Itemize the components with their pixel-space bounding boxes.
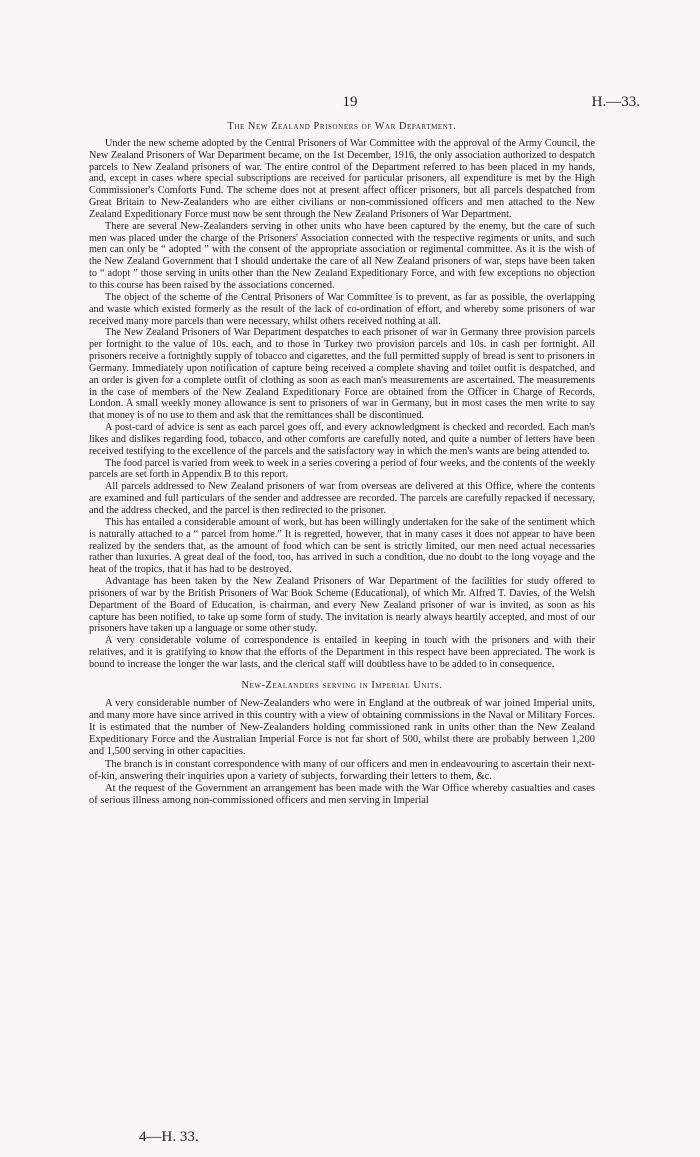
section-heading-imperial-units: New-Zealanders serving in Imperial Units. (241, 679, 443, 691)
document-reference: H.—33. (591, 94, 640, 110)
paragraph: Under the new scheme adopted by the Central Prisoners of War Committee with the approval of the Army Council, the New Zealand Prisoners of War Department became, on the 1st December, 1916, the only association authorized to despatch parcels to New Zealand prisoners of war. The entire control of the Department referred to has been placed in my hands, and, except in cases where special subscriptions are received for particular prisoners, all expenditure is met by the High Commissioner's Comforts Fund. The scheme does not at present affect officer prisoners, but all parcels despatched from Great Britain to New-Zealanders who are either civilians or non-commissioned officers and men attached to the New Zealand Expeditionary Force must now be sent through the New Zealand Prisoners of War Department. (89, 137, 595, 220)
paragraph: Advantage has been taken by the New Zealand Prisoners of War Department of the facilities for study offered to prisoners of war by the British Prisoners of War Book Scheme (Educational), of which Mr. Alfred T. Davies, of the Welsh Department of the Board of Education, is chairman, and every New Zealand prisoner of war is invited, as soon as his capture has been notified, to take up some form of study. The invitation is nearly always heartily accepted, and most of our prisoners have taken up a language or some other study. (89, 576, 595, 635)
paragraph: The branch is in constant correspondence with many of our officers and men in endeavouring to ascertain their next-of-kin, answering their inquiries upon a variety of subjects, forwarding their letters to them, &c. (89, 758, 595, 782)
paragraph: This has entailed a considerable amount of work, but has been willingly undertaken for the sake of the sentiment which is naturally attached to a “ parcel from home.” It is regretted, however, that in many cases it does not appear to have been realized by the senders that, as the amount of food which can be sent is strictly limited, our men need actual necessaries rather than luxuries. A great deal of the food, too, has arrived in such a condition, due no doubt to the long voyage and the heat of the tropics, that it has had to be destroyed. (89, 516, 595, 576)
document-body (89, 121, 595, 807)
paragraph: The object of the scheme of the Central Prisoners of War Committee is to prevent, as far as possible, the overlapping and waste which existed formerly as the result of the lack of co-ordination of effort, and whereby some prisoners of war received many more parcels than were necessary, whilst others received nothing at all. (89, 291, 595, 327)
paragraph: All parcels addressed to New Zealand prisoners of war from overseas are delivered at this Office, where the contents are examined and full particulars of the sender and addressee are recorded. The parcels are carefully repacked if necessary, and the address checked, and the parcel is then redirected to the prisoner. (89, 481, 595, 516)
paragraph: A post-card of advice is sent as each parcel goes off, and every acknowledgment is checked and recorded. Each man's likes and dislikes regarding food, tobacco, and other comforts are carefully noted, and quite a number of letters have been received testifying to the excellence of the parcels and the satisfactory way in which the men's wants are being attended to. (89, 422, 595, 457)
paragraph: At the request of the Government an arrangement has been made with the War Office whereby casualties and cases of serious illness among non-commissioned officers and men serving in Imperial (89, 783, 595, 807)
paragraph: A very considerable number of New-Zealanders who were in England at the outbreak of war joined Imperial units, and many more have since arrived in this country with a view of obtaining commissions in the Naval or Military Forces. It is estimated that the number of New-Zealanders holding commissioned rank in units other than the New Zealand Expeditionary Force and the Australian Imperial Force is not far short of 500, whilst there are probably between 1,200 and 1,500 serving in other capacities. (89, 697, 595, 758)
section-heading-prisoners-of-war: The New Zealand Prisoners of War Department. (227, 121, 457, 132)
paragraph: The food parcel is varied from week to week in a series covering a period of four weeks, and the contents of the weekly parcels are set forth in Appendix B to this report. (89, 457, 595, 481)
page-number: 19 (342, 94, 358, 110)
paragraph: There are several New-Zealanders serving in other units who have been captured by the enemy, but the care of such men was placed under the charge of the Prisoners' Association connected with the respective regiments or units, and such men can only be “ adopted ” with the consent of the appropriate association or regimental committee. As it is the wish of the New Zealand Government that I should undertake the care of all New Zealand prisoners of war, steps have been taken to “ adopt ” those serving in units other than the New Zealand Expeditionary Force, and with few exceptions no objection to this course has been raised by the associations concerned. (89, 220, 595, 291)
signature-reference: 4—H. 33. (139, 1129, 199, 1145)
paragraph: A very considerable volume of correspondence is entailed in keeping in touch with the prisoners and with their relatives, and it is gratifying to know that the efforts of the Department in this respect have been appreciated. The work is bound to increase the longer the war lasts, and the clerical staff will doubtless have to be added to in consequence. (89, 635, 595, 670)
paragraph: The New Zealand Prisoners of War Department despatches to each prisoner of war in Germany three provision parcels per fortnight to the value of 10s. each, and to those in Turkey two provision parcels and 10s. in cash per fortnight. All prisoners receive a fortnightly supply of tobacco and cigarettes, and the full permitted supply of bread is sent to prisoners in Germany. Immediately upon notification of capture being received a complete shaving and toilet outfit is despatched, and an order is given for a complete outfit of clothing as soon as each man's measurements are ascertained. The measurements in the case of members of the New Zealand Expeditionary Force are obtained from the Officer in Charge of Records, London. A small weekly money allowance is sent to prisoners of war in Germany, but in most cases the men write to say that money is of no use to them and ask that the remittances shall be discontinued. (89, 327, 595, 422)
